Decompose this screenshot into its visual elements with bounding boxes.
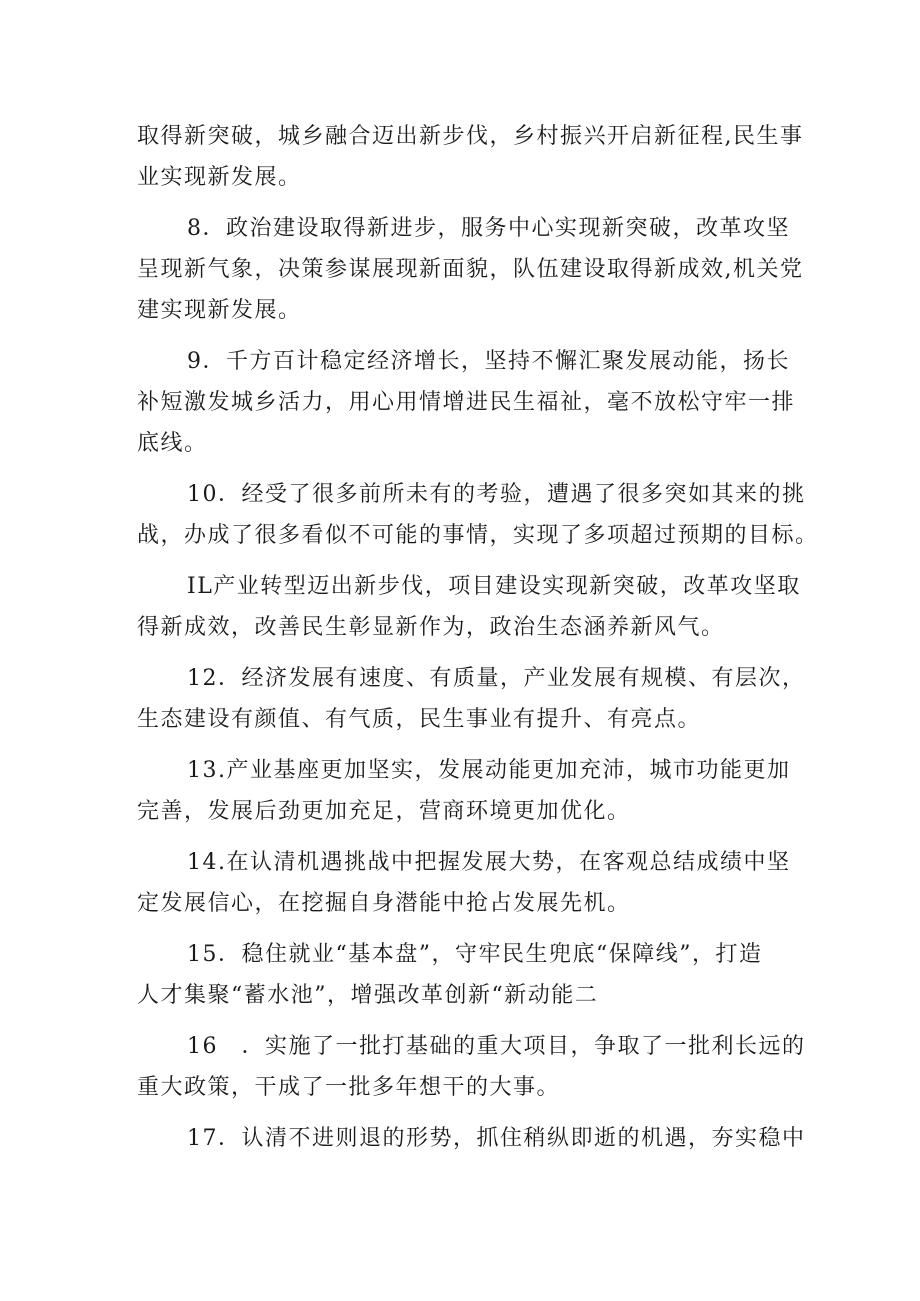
text-line: 17．认清不进则退的形势，抓住稍纵即逝的机遇，夯实稳中 xyxy=(187,1126,806,1151)
paragraph xyxy=(137,658,806,740)
text-line: 8．政治建设取得新进步，服务中心实现新突破，改革攻坚 xyxy=(187,216,790,241)
text-line: 底线。 xyxy=(137,431,208,456)
paragraph xyxy=(137,474,819,556)
text-line: IL产业转型迈出新步伐，项目建设实现新突破，改革攻坚取 xyxy=(187,574,801,599)
text-line: 14.在认清机遇挑战中把握发展大势，在客观总结成绩中坚 xyxy=(187,850,791,875)
text-line: 13.产业基座更加坚实，发展动能更加充沛，城市功能更加 xyxy=(187,758,791,783)
text-line: 业实现新发展。 xyxy=(137,165,302,190)
text-line: 16 ．实施了一批打基础的重大项目，争取了一批利长远的 xyxy=(187,1034,806,1059)
text-line: 取得新突破，城乡融合迈出新步伐，乡村振兴开启新征程,民生事 xyxy=(137,124,804,149)
text-line: 12．经济发展有速度、有质量，产业发展有规模、有层次， xyxy=(187,666,806,691)
text-line: 9．千方百计稳定经济增长，坚持不懈汇聚发展动能，扬长 xyxy=(187,349,790,374)
paragraph xyxy=(137,1118,806,1159)
text-line: 人才集聚“蓄水池”，增强改革创新“新动能二 xyxy=(137,983,599,1008)
paragraph xyxy=(137,566,801,648)
paragraph xyxy=(137,116,804,198)
text-line: 完善，发展后劲更加充足，营商环境更加优化。 xyxy=(137,799,631,824)
text-line: 补短激发城乡活力，用心用情增进民生福祉，毫不放松守牢一排 xyxy=(137,390,796,415)
document-body xyxy=(137,116,819,1169)
paragraph xyxy=(137,1026,806,1108)
text-line: 15．稳住就业“基本盘”，守牢民生兜底“保障线”，打造 xyxy=(187,942,763,967)
paragraph xyxy=(137,842,797,924)
text-line: 定发展信心，在挖掘自身潜能中抢占发展先机。 xyxy=(137,891,631,916)
paragraph xyxy=(137,341,797,464)
paragraph xyxy=(137,750,797,832)
text-line: 得新成效，改善民生彰显新作为，政治生态涵养新风气。 xyxy=(137,615,725,640)
text-line: 重大政策，干成了一批多年想干的大事。 xyxy=(137,1075,561,1100)
paragraph xyxy=(137,934,797,1016)
text-line: 建实现新发展。 xyxy=(137,298,302,323)
text-line: 生态建设有颜值、有气质，民生事业有提升、有亮点。 xyxy=(137,707,702,732)
paragraph xyxy=(137,208,804,331)
text-line: 呈现新气象，决策参谋展现新面貌，队伍建设取得新成效,机关党 xyxy=(137,257,804,282)
text-line: 10．经受了很多前所未有的考验，遭遇了很多突如其来的挑 xyxy=(187,482,806,507)
text-line: 战，办成了很多看似不可能的事情，实现了多项超过预期的目标。 xyxy=(137,523,819,548)
